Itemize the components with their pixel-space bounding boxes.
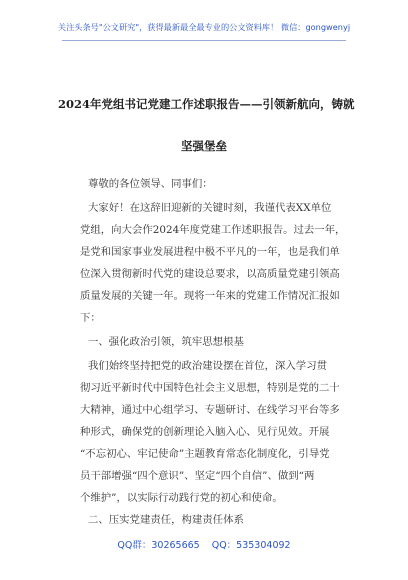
footer-contact xyxy=(0,537,408,551)
paragraph-1-line: 位深入贯彻新时代党的建设总要求，以高质量党建引领高 xyxy=(80,268,340,280)
paragraph-1-line: 是党和国家事业发展进程中极不平凡的一年，也是我们单 xyxy=(80,246,340,258)
paragraph-1-line: 质量发展的关键一年。现将一年来的党建工作情况汇报如 xyxy=(80,290,340,302)
paragraph-2-line: 种形式，确保党的创新理论入脑入心、见行见效。开展 xyxy=(80,426,330,438)
salutation: 尊敬的各位领导、同事们： xyxy=(88,178,213,190)
paragraph-2-line: “不忘初心、牢记使命”主题教育常态化制度化，引导党 xyxy=(80,448,330,460)
paragraph-1-line: 党组，向大会作2024年度党建工作述职报告。过去一年， xyxy=(80,224,346,236)
paragraph-2-line: 个维护”，以实际行动践行党的初心和使命。 xyxy=(80,492,283,504)
paragraph-1-line: 大家好！在这辞旧迎新的关键时刻，我谨代表XX单位 xyxy=(88,202,332,214)
paragraph-2-line: 我们始终坚持把党的政治建设摆在首位，深入学习贯 xyxy=(88,360,327,372)
paragraph-2-line: 彻习近平新时代中国特色社会主义思想，特别是党的二十 xyxy=(80,382,340,394)
document-title-line-1: 2024年党组书记党建工作述职报告——引领新航向，铸就 xyxy=(58,97,355,111)
footer-qq-group: QQ群：30265665 xyxy=(117,540,200,551)
header-divider xyxy=(62,40,346,41)
paragraph-2-line: 大精神，通过中心组学习、专题研讨、在线学习平台等多 xyxy=(80,404,340,416)
paragraph-1-line: 下： xyxy=(80,312,101,324)
header-banner: 关注头条号"公文研究"，获得最新最全最专业的公文资料库！ 微信：gongwenyj xyxy=(57,22,351,32)
document-title-line-2: 坚强堡垒 xyxy=(181,139,227,153)
section-heading-1: 一、强化政治引领，筑牢思想根基 xyxy=(88,336,244,348)
paragraph-2-line: 员干部增强“四个意识”、坚定“四个自信”、做到“两 xyxy=(80,470,315,482)
footer-qq-number: QQ：535304092 xyxy=(211,540,291,551)
section-heading-2: 二、压实党建责任，构建责任体系 xyxy=(88,514,244,526)
